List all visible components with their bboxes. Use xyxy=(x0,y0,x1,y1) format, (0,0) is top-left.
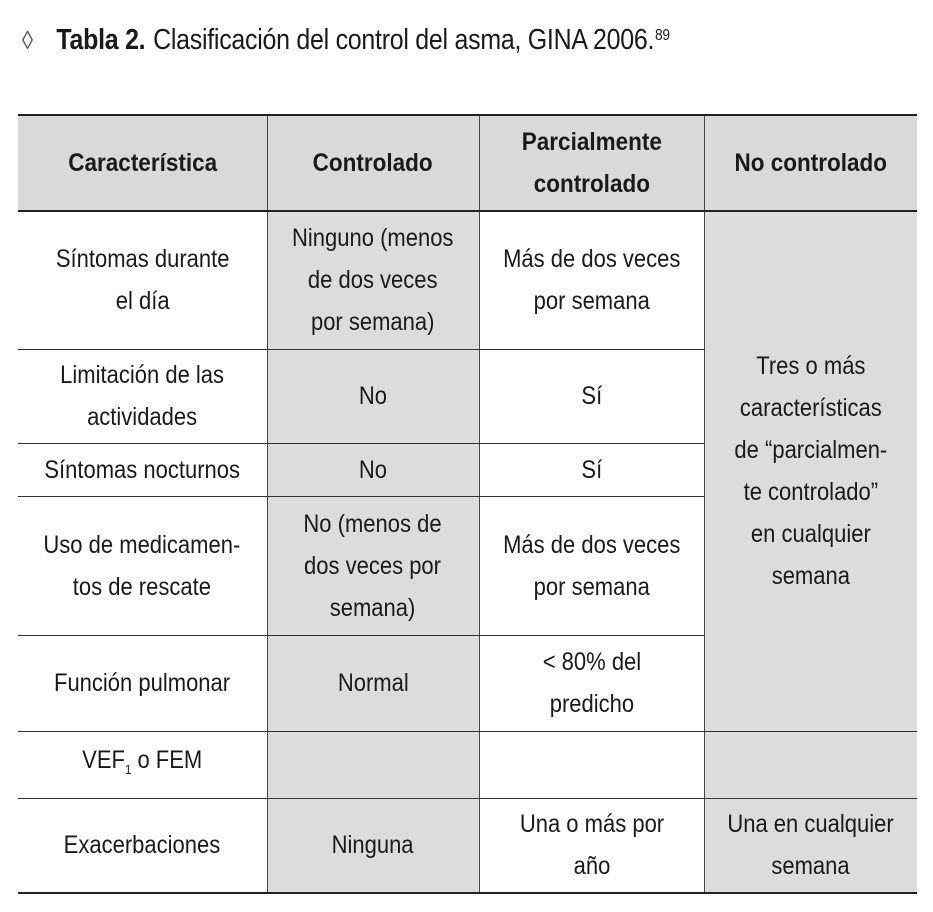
row-partial-value: Más de dos veces por semana xyxy=(479,496,704,635)
caption-label: Tabla 2. xyxy=(56,23,146,56)
row-controlled-value: Ninguno (menos de dos veces por semana) xyxy=(267,211,479,349)
row-partial-value xyxy=(479,731,704,798)
caption-text: Clasificación del control del asma, GINA 2006. xyxy=(153,23,655,56)
row-characteristic: Uso de medicamen- tos de rescate xyxy=(18,496,267,635)
caption-reference: 89 xyxy=(655,27,670,44)
row-controlled-value: No (menos de dos veces por semana) xyxy=(267,496,479,635)
uncontrolled-merged-cell: Tres o más características de “parcialmen- te controlado” en cualquier semana xyxy=(704,211,917,731)
row-partial-value: Sí xyxy=(479,443,704,496)
row-characteristic: $VEF_1$ o FEM xyxy=(18,731,267,798)
header-partially-controlled: Parcialmente controlado xyxy=(479,115,704,211)
row-characteristic: Exacerbaciones xyxy=(18,798,267,893)
row-characteristic: Síntomas durante el día xyxy=(18,211,267,349)
header-uncontrolled: No controlado xyxy=(704,115,917,211)
row-controlled-value: No xyxy=(267,349,479,443)
row-controlled-value: Normal xyxy=(267,635,479,731)
table-row xyxy=(18,211,917,349)
row-characteristic: Limitación de las actividades xyxy=(18,349,267,443)
header-controlled: Controlado xyxy=(267,115,479,211)
row-controlled-value: No xyxy=(267,443,479,496)
row-uncontrolled-value xyxy=(704,731,917,798)
row-partial-value: < 80% del predicho xyxy=(479,635,704,731)
row-controlled-value: Ninguna xyxy=(267,798,479,893)
table-caption xyxy=(22,20,670,60)
table-row xyxy=(18,798,917,893)
row-partial-value: Sí xyxy=(479,349,704,443)
row-partial-value: Más de dos veces por semana xyxy=(479,211,704,349)
header-characteristic: Característica xyxy=(18,115,267,211)
row-controlled-value xyxy=(267,731,479,798)
table-row xyxy=(18,731,917,798)
diamond-outline-icon: ◊ xyxy=(22,24,33,55)
row-characteristic: Síntomas nocturnos xyxy=(18,443,267,496)
row-uncontrolled-value: Una en cualquier semana xyxy=(704,798,917,893)
asthma-control-table xyxy=(18,114,917,894)
row-partial-value: Una o más por año xyxy=(479,798,704,893)
table-header-row xyxy=(18,115,917,211)
row-characteristic: Función pulmonar xyxy=(18,635,267,731)
